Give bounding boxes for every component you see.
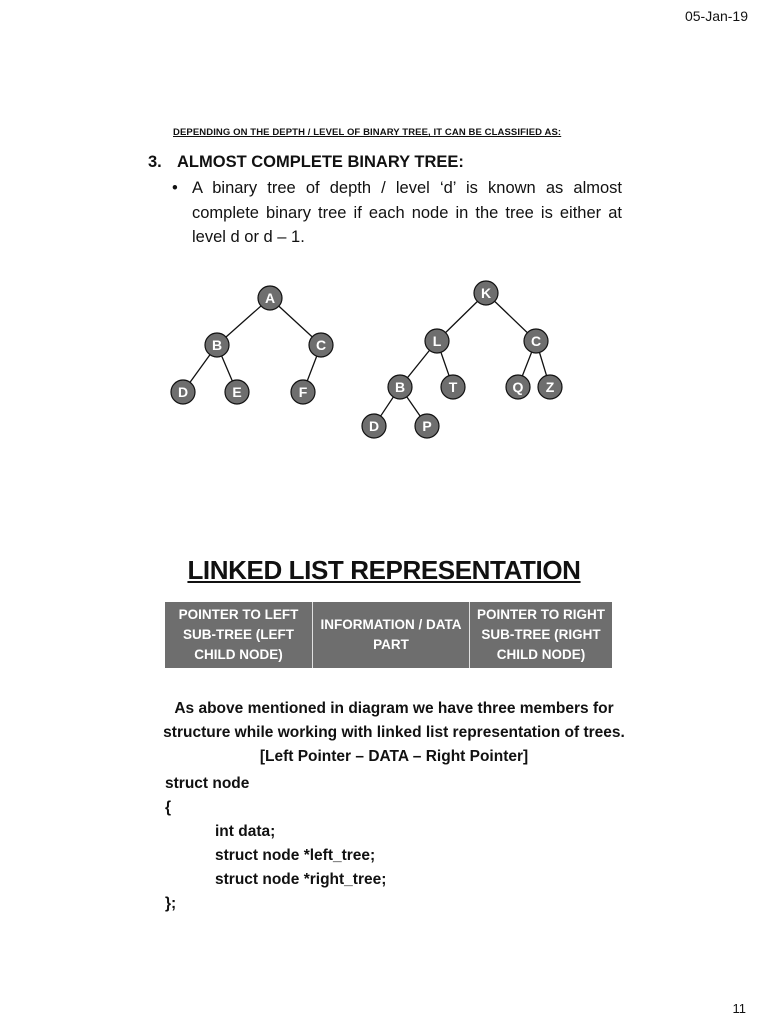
slide-date: 05-Jan-19 xyxy=(684,8,748,24)
node-label: B xyxy=(394,379,406,395)
tree-node xyxy=(388,375,412,399)
node-label: K xyxy=(480,285,492,301)
tree-node xyxy=(258,286,282,310)
tree-node xyxy=(506,375,530,399)
node-structure-table xyxy=(165,602,612,668)
binary-tree-diagrams xyxy=(150,270,620,445)
right-pointer-cell: POINTER TO RIGHT SUB-TREE (RIGHT CHILD NODE) xyxy=(476,607,605,662)
tree-edges xyxy=(183,293,550,426)
tree-node xyxy=(291,380,315,404)
tree-node xyxy=(415,414,439,438)
code-line: struct node *left_tree; xyxy=(215,847,376,864)
node-label: Z xyxy=(545,379,555,395)
data-part-cell: INFORMATION / DATA PART xyxy=(313,602,470,668)
tree-node xyxy=(205,333,229,357)
node-label: T xyxy=(448,379,458,395)
code-line: struct node *right_tree; xyxy=(215,871,387,888)
bullet-item xyxy=(172,176,622,250)
tree-node xyxy=(362,414,386,438)
tree-node xyxy=(225,380,249,404)
node-label: P xyxy=(422,418,432,434)
code-line: int data; xyxy=(215,823,276,840)
node-label: D xyxy=(368,418,380,434)
node-label: L xyxy=(432,333,442,349)
bullet-dot: • xyxy=(172,179,178,197)
item-title xyxy=(148,153,464,172)
node-label: A xyxy=(264,290,276,306)
node-label: C xyxy=(530,333,542,349)
tree-nodes xyxy=(171,281,562,438)
code-line: struct node xyxy=(165,775,250,792)
tree-node xyxy=(524,329,548,353)
node-label: E xyxy=(232,384,242,400)
node-label: D xyxy=(177,384,189,400)
bullet-text: A binary tree of depth / level ‘d’ is known as almost complete binary tree if each node in the tree is either at level d or d – 1. xyxy=(192,179,622,246)
item-title-text: ALMOST COMPLETE BINARY TREE: xyxy=(177,153,464,171)
node-label: F xyxy=(298,384,308,400)
struct-code-block xyxy=(165,772,386,916)
tree-node xyxy=(538,375,562,399)
node-label: B xyxy=(211,337,223,353)
left-pointer-cell: POINTER TO LEFT SUB-TREE (LEFT CHILD NODE) xyxy=(165,602,313,668)
classification-heading: DEPENDING ON THE DEPTH / LEVEL OF BINARY TREE, IT CAN BE CLASSIFIED AS: xyxy=(173,127,562,138)
node-label: Q xyxy=(512,379,524,395)
structure-description: As above mentioned in diagram we have three members for structure while working with linked list representation of trees. [Left Pointer – DATA – Right Pointer] xyxy=(163,700,625,765)
code-line: { xyxy=(165,799,172,816)
code-line: }; xyxy=(165,895,177,912)
item-number: 3. xyxy=(148,153,162,171)
tree-node xyxy=(474,281,498,305)
tree-node xyxy=(441,375,465,399)
page-number: 11 xyxy=(732,1001,746,1016)
tree-node xyxy=(309,333,333,357)
linked-list-title: LINKED LIST REPRESENTATION xyxy=(187,555,581,585)
tree-node xyxy=(171,380,195,404)
node-label: C xyxy=(315,337,327,353)
tree-node xyxy=(425,329,449,353)
